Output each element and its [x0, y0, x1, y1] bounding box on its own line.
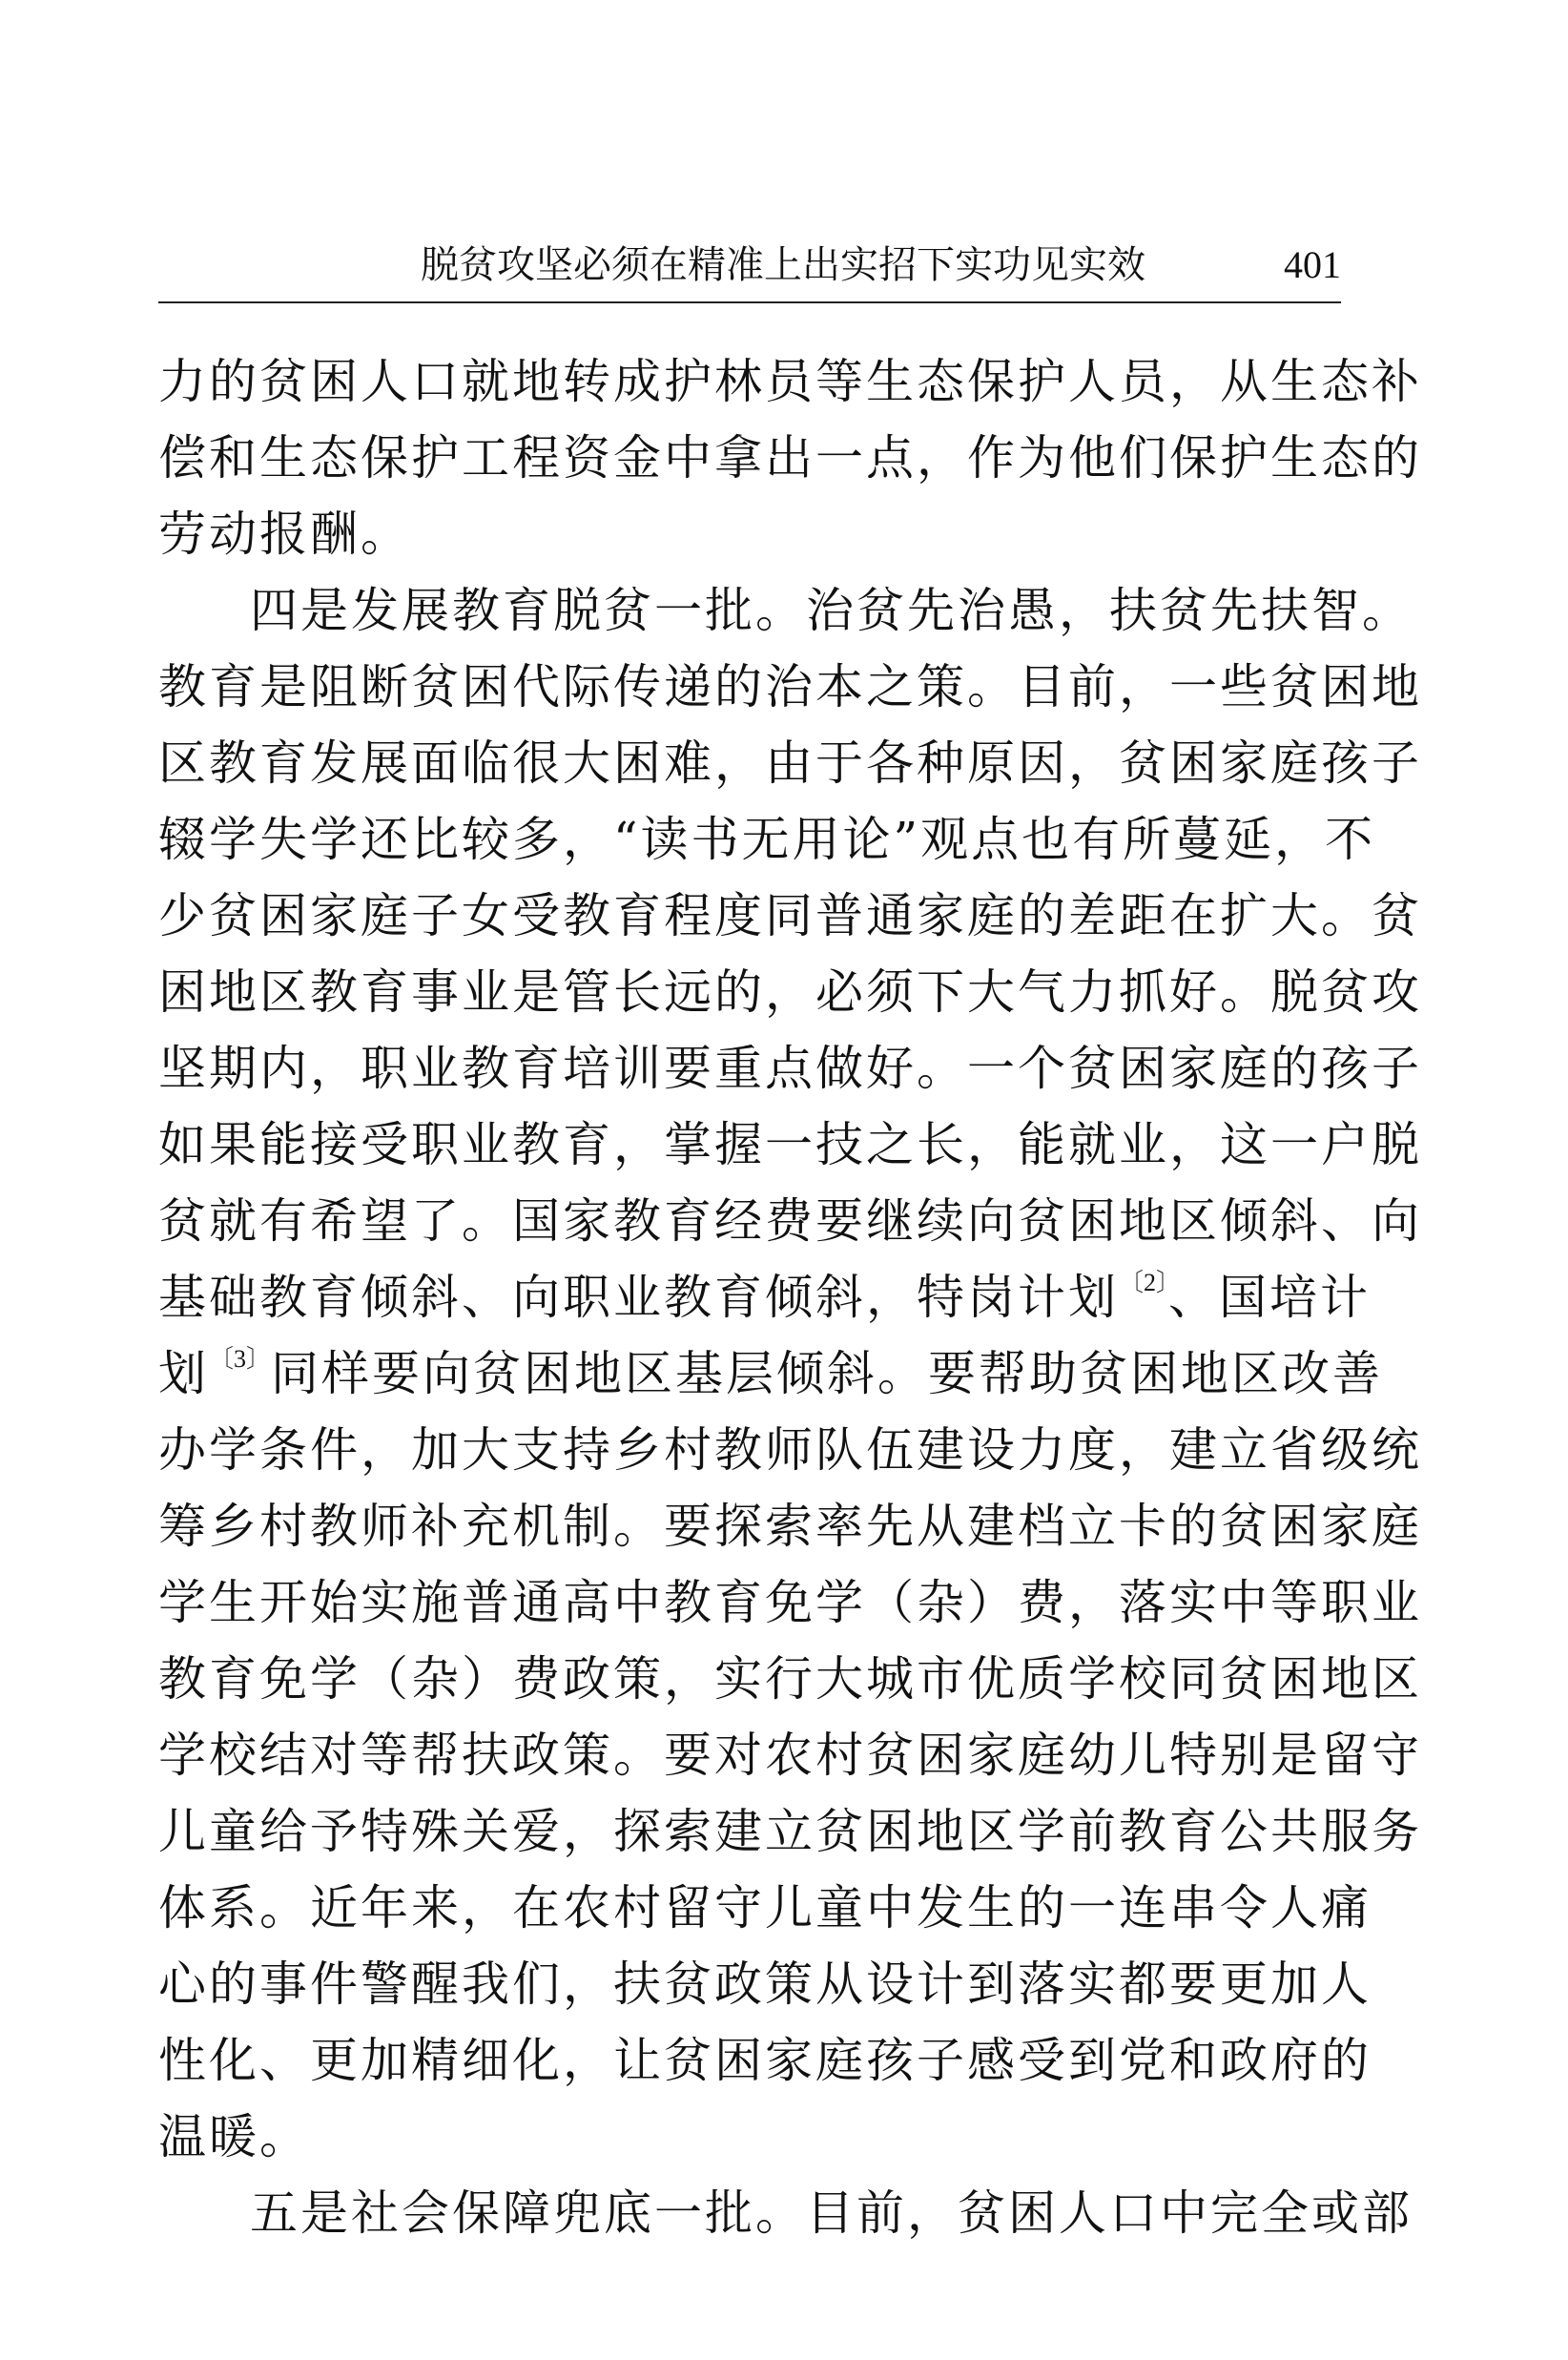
text-line: 劳动报酬。 — [158, 507, 411, 562]
page-number: 401 — [1284, 243, 1341, 286]
text-line-with-note — [158, 1335, 1384, 1412]
text-segment: 基础教育倾斜、向职业教育倾斜，特岗计划 — [158, 1270, 1119, 1325]
text-line: 贫就有希望了。国家教育经费要继续向贫困地区倾斜、向 — [158, 1193, 1422, 1249]
text-line: 办学条件，加大支持乡村教师队伍建设力度，建立省级统 — [158, 1422, 1422, 1478]
paragraph-start-line: 五是社会保障兜底一批。目前，贫困人口中完全或部 — [250, 2185, 1413, 2241]
running-header-title: 脱贫攻坚必须在精准上出实招下实功见实效 — [421, 243, 1145, 287]
footnote-ref-3: 〔3〕 — [209, 1345, 272, 1373]
text-line: 心的事件警醒我们，扶贫政策从设计到落实都要更加人 — [158, 1956, 1372, 2012]
text-line: 力的贫困人口就地转成护林员等生态保护人员，从生态补 — [158, 354, 1422, 409]
text-line: 坚期内，职业教育培训要重点做好。一个贫困家庭的孩子 — [158, 1041, 1422, 1096]
running-header — [158, 237, 1341, 305]
body-text — [158, 343, 1422, 2251]
paragraph-start-line: 四是发展教育脱贫一批。治贫先治愚，扶贫先扶智。 — [250, 583, 1413, 638]
text-line: 偿和生态保护工程资金中拿出一点，作为他们保护生态的 — [158, 430, 1422, 486]
text-line: 困地区教育事业是管长远的，必须下大气力抓好。脱贫攻 — [158, 964, 1422, 1020]
text-line: 教育是阻断贫困代际传递的治本之策。目前，一些贫困地 — [158, 659, 1422, 714]
header-rule — [158, 301, 1341, 303]
text-segment: 、国培计 — [1168, 1270, 1372, 1325]
footnote-ref-2: 〔2〕 — [1119, 1269, 1169, 1296]
text-segment: 划 — [158, 1346, 209, 1401]
text-line: 少贫困家庭子女受教育程度同普通家庭的差距在扩大。贫 — [158, 888, 1422, 943]
text-line: 筹乡村教师补充机制。要探索率先从建档立卡的贫困家庭 — [158, 1499, 1422, 1554]
text-line: 辍学失学还比较多，“读书无用论”观点也有所蔓延，不 — [158, 812, 1376, 867]
text-line: 区教育发展面临很大困难，由于各种原因，贫困家庭孩子 — [158, 735, 1422, 791]
text-line: 儿童给予特殊关爱，探索建立贫困地区学前教育公共服务 — [158, 1804, 1422, 1859]
text-line: 学生开始实施普通高中教育免学（杂）费，落实中等职业 — [158, 1575, 1422, 1630]
text-line: 教育免学（杂）费政策，实行大城市优质学校同贫困地区 — [158, 1651, 1422, 1707]
text-line: 体系。近年来，在农村留守儿童中发生的一连串令人痛 — [158, 1880, 1372, 1936]
text-line: 如果能接受职业教育，掌握一技之长，能就业，这一户脱 — [158, 1117, 1422, 1172]
text-line: 温暖。 — [158, 2109, 310, 2164]
text-line-with-note — [158, 1259, 1372, 1335]
text-line: 性化、更加精细化，让贫困家庭孩子感受到党和政府的 — [158, 2033, 1372, 2088]
text-line: 学校结对等帮扶政策。要对农村贫困家庭幼儿特别是留守 — [158, 1728, 1422, 1783]
text-segment: 同样要向贫困地区基层倾斜。要帮助贫困地区改善 — [271, 1346, 1384, 1401]
